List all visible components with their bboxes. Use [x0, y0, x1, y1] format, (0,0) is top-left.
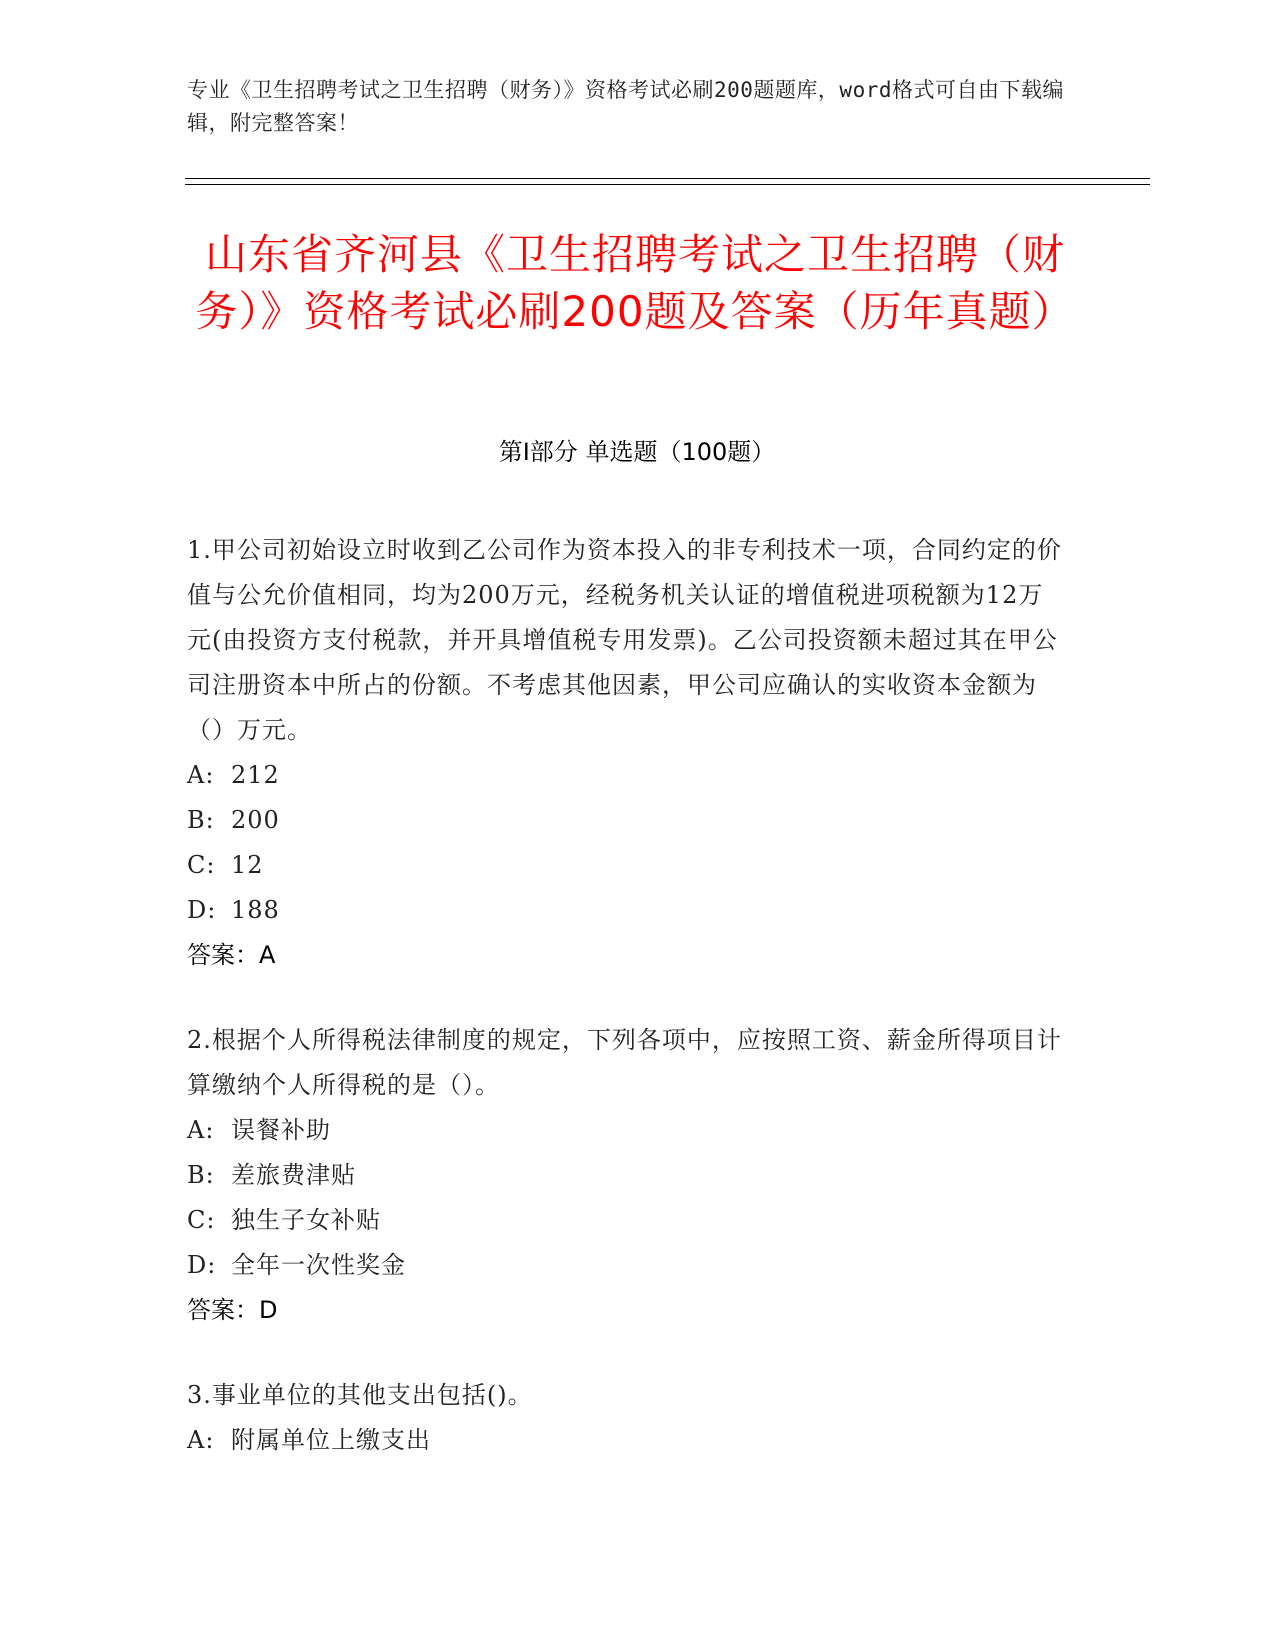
option-text: 188 — [231, 896, 280, 924]
option-key: A: — [187, 1116, 215, 1144]
option-key: D: — [187, 896, 217, 924]
option-c — [187, 843, 1067, 888]
option-text: 独生子女补贴 — [231, 1206, 381, 1234]
document-title: 山东省齐河县《卫生招聘考试之卫生招聘（财务）》资格考试必刷200题及答案（历年真题） — [195, 230, 1075, 336]
option-key: C: — [187, 1206, 216, 1234]
option-b — [187, 798, 1067, 843]
option-key: D: — [187, 1251, 217, 1279]
option-text: 附属单位上缴支出 — [231, 1426, 431, 1454]
header-divider-bottom — [185, 184, 1150, 185]
option-c — [187, 1198, 1067, 1243]
option-d — [187, 1243, 1067, 1288]
answer-line: 答案：A — [187, 941, 276, 969]
option-text: 212 — [231, 761, 280, 789]
option-text: 200 — [231, 806, 280, 834]
option-text: 误餐补助 — [231, 1116, 331, 1144]
questions-list — [187, 528, 1067, 1503]
question-2 — [187, 1018, 1067, 1333]
option-key: B: — [187, 806, 215, 834]
option-key: A: — [187, 1426, 215, 1454]
option-a — [187, 1418, 1067, 1463]
answer-line: 答案：D — [187, 1296, 278, 1324]
section-heading: 第I部分 单选题（100题） — [498, 438, 776, 466]
question-3 — [187, 1373, 1067, 1463]
option-text: 全年一次性奖金 — [231, 1251, 406, 1279]
option-text: 12 — [231, 851, 264, 879]
option-key: C: — [187, 851, 216, 879]
header-divider-top — [185, 178, 1150, 179]
option-text: 差旅费津贴 — [231, 1161, 356, 1189]
question-stem: 1.甲公司初始设立时收到乙公司作为资本投入的非专利技术一项，合同约定的价值与公允价值相同，均为200万元，经税务机关认证的增值税进项税额为12万元(由投资方支付税款，并开具增值税专用发票)。乙公司投资额未超过其在甲公司注册资本中所占的份额。不考虑其他因素，甲公司应确认的实收资本金额为（）万元。 — [187, 536, 1062, 744]
option-key: B: — [187, 1161, 215, 1189]
option-a — [187, 1108, 1067, 1153]
option-a — [187, 753, 1067, 798]
option-b — [187, 1153, 1067, 1198]
question-1 — [187, 528, 1067, 978]
question-stem: 2.根据个人所得税法律制度的规定，下列各项中，应按照工资、薪金所得项目计算缴纳个人所得税的是（）。 — [187, 1026, 1062, 1099]
option-d — [187, 888, 1067, 933]
header-note: 专业《卫生招聘考试之卫生招聘（财务）》资格考试必刷200题题库，word格式可自由下载编辑，附完整答案！ — [187, 78, 1064, 135]
option-key: A: — [187, 761, 215, 789]
question-stem: 3.事业单位的其他支出包括()。 — [187, 1381, 533, 1409]
